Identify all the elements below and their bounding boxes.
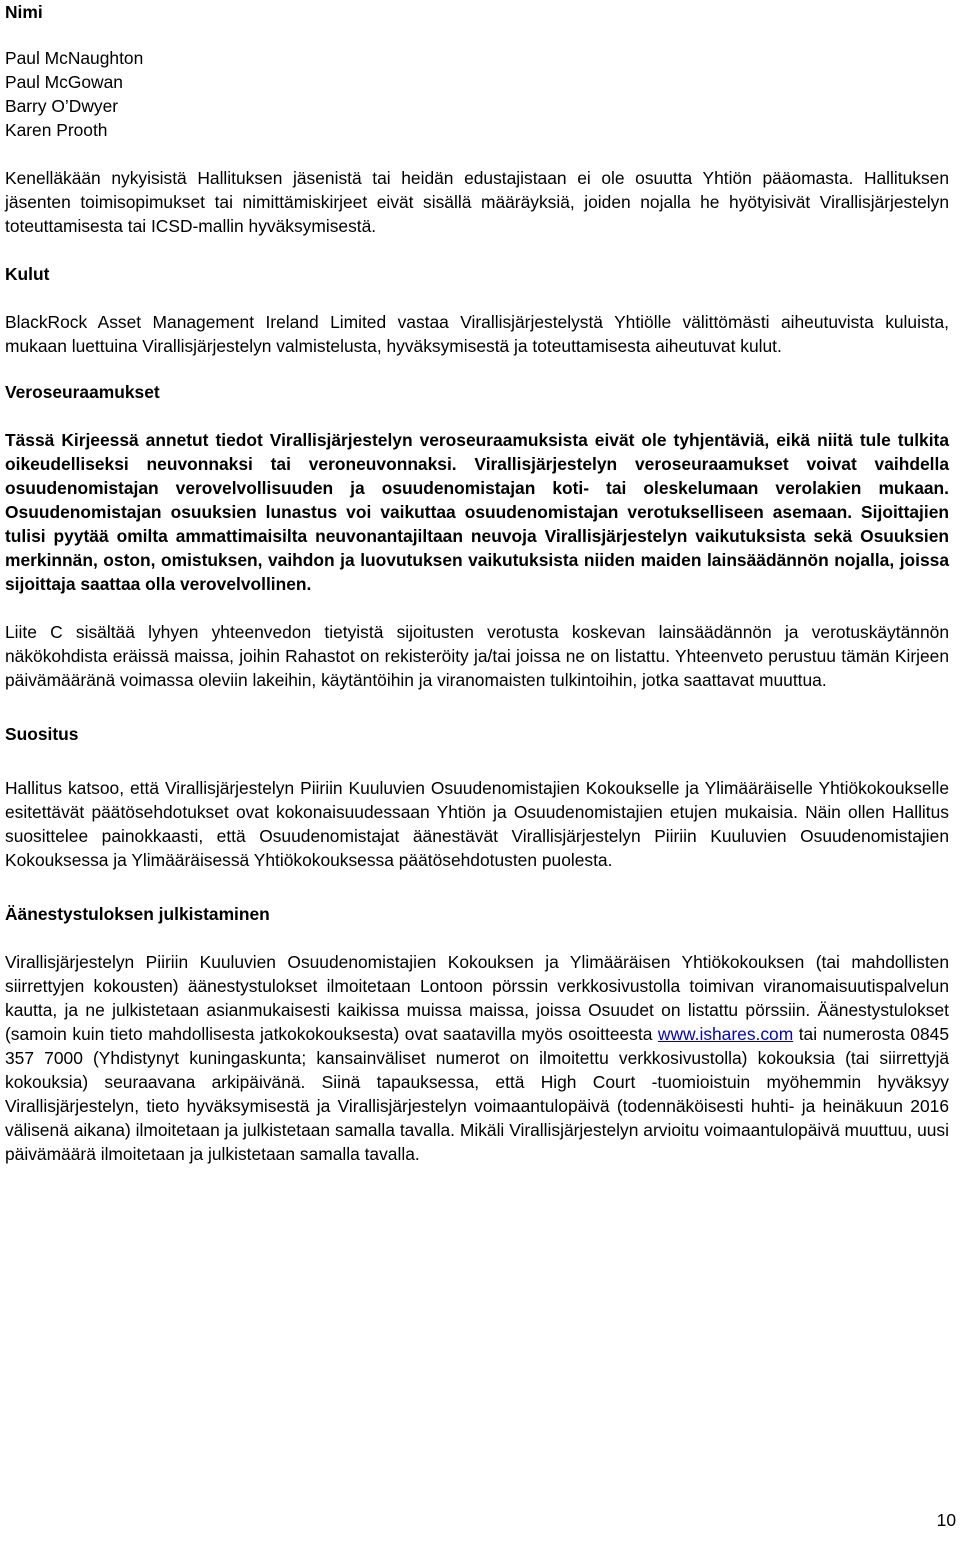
board-member-name: Paul McNaughton bbox=[5, 48, 144, 68]
board-member-name: Karen Prooth bbox=[5, 120, 108, 140]
julkistaminen-text-after-link: tai numerosta 0845 357 7000 (Yhdistynyt kuningaskunta; kansainväliset numerot on ilmoitettu verkkosivustolla) kokouksia (tai siirrettyjä kokouksia) seuraavana arkipäivänä. Siinä tapauksessa, että High Court -tuomioistuin myöhemmin hyväksyy Virallisjärjestelyn, tieto hyväksymisestä ja Virallisjärjestelyn voimaantulopäivä (todennäköisesti huhti- ja heinäkuun 2016 välisenä aikana) ilmoitetaan ja julkistetaan samalla tavalla. Mikäli Virallisjärjestelyn arvioitu voimaantulopäivä muuttuu, uusi päivämäärä ilmoitetaan ja julkistetaan samalla tavalla. bbox=[5, 1024, 949, 1164]
appendix-c-paragraph: Liite C sisältää lyhyen yhteenvedon tietyistä sijoitusten verotusta koskevan lainsäädännön ja verotuskäytännön näkökohdista eräissä maissa, joihin Rahastot on rekisteröity ja/tai joissa ne on listattu. Yhteenveto perustuu tämän Kirjeen päivämääränä voimassa oleviin lakeihin, käytäntöihin ja viranomaisten tulkintoihin, jotka saattavat muuttua. bbox=[5, 622, 949, 690]
heading-veroseuraamukset: Veroseuraamukset bbox=[5, 382, 160, 402]
document-page bbox=[5, 0, 949, 1166]
suositus-paragraph: Hallitus katsoo, että Virallisjärjestelyn Piiriin Kuuluvien Osuudenomistajien Kokoukselle ja Ylimääräiselle Yhtiökokoukselle esitettävät päätösehdotukset ovat kokonaisuudessaan Yhtiön ja Osuudenomistajien etujen mukaisia. Näin ollen Hallitus suosittelee painokkaasti, että Osuudenomistajat äänestävät Virallisjärjestelyn Piiriin Kuuluvien Osuudenomistajien Kokouksessa ja Ylimääräisessä Yhtiökokouksessa päätösehdotusten puolesta. bbox=[5, 778, 949, 870]
board-member-name: Barry O’Dwyer bbox=[5, 96, 119, 116]
tax-disclaimer-paragraph: Tässä Kirjeessä annetut tiedot Virallisjärjestelyn veroseuraamuksista eivät ole tyhjentäviä, eikä niitä tule tulkita oikeudelliseksi neuvonnaksi tai veroneuvonnaksi. Virallisjärjestelyn veroseuraamukset voivat vaihdella osuudenomistajan verovelvollisuuden ja osuudenomistajan koti- tai oleskelumaan verolakien mukaan. Osuudenomistajan osuuksien lunastus voi vaikuttaa osuudenomistajan verotukselliseen asemaan. Sijoittajien tulisi pyytää omilta ammattimaisilta neuvonantajiltaan neuvoja Virallisjärjestelyn vaikutuksista sekä Osuuksien merkinnän, oston, omistuksen, vaihdon ja luovutuksen vaikutuksista niiden maiden lainsäädännön nojalla, joissa sijoittaja saattaa olla verovelvollinen. bbox=[5, 430, 949, 594]
board-member-name: Paul McGowan bbox=[5, 72, 123, 92]
ishares-link[interactable]: www.ishares.com bbox=[657, 1024, 794, 1044]
heading-julkistaminen: Äänestystuloksen julkistaminen bbox=[5, 904, 270, 924]
julkistaminen-text-before-link: Virallisjärjestelyn Piiriin Kuuluvien Osuudenomistajien Kokouksen ja Ylimääräisen Yhtiökokouksen (tai mahdollisten siirrettyjen kokousten) äänestystulokset ilmoitetaan Lontoon pörssin verkkosivustolla toimivan viranomaisuutispalvelun kautta, ja ne julkistetaan asianmukaisesti kaikissa muissa maissa, joissa Osuudet on listattu pörssiin. Äänestystulokset (samoin kuin tieto mahdollisesta jatkokokouksesta) ovat saatavilla myös osoitteesta bbox=[5, 952, 949, 1044]
julkistaminen-paragraph bbox=[5, 950, 949, 1166]
heading-kulut: Kulut bbox=[5, 264, 50, 284]
nimi-paragraph: Kenelläkään nykyisistä Hallituksen jäsenistä tai heidän edustajistaan ei ole osuutta Yhtiön pääomasta. Hallituksen jäsenten toimisopimukset tai nimittämiskirjeet eivät sisällä määräyksiä, joiden nojalla he hyötyisivät Virallisjärjestelyn toteuttamisesta tai ICSD-mallin hyväksymisestä. bbox=[5, 168, 949, 236]
board-members-list bbox=[5, 46, 949, 142]
heading-suositus: Suositus bbox=[5, 724, 79, 744]
page-number: 10 bbox=[936, 1510, 956, 1530]
heading-nimi: Nimi bbox=[5, 2, 43, 22]
kulut-paragraph: BlackRock Asset Management Ireland Limited vastaa Virallisjärjestelystä Yhtiölle välittömästi aiheutuvista kuluista, mukaan luettuina Virallisjärjestelyn valmistelusta, hyväksymisestä ja toteuttamisesta aiheutuvat kulut. bbox=[5, 312, 949, 356]
